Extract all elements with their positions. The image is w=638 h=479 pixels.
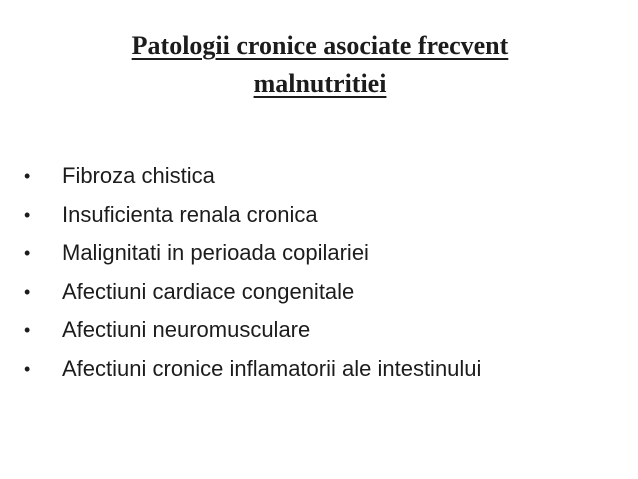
- bullet-icon: •: [24, 166, 31, 186]
- bullet-icon: •: [24, 358, 31, 379]
- bullet-text: Afectiuni cronice inflamatorii ale intestinului: [62, 355, 482, 381]
- bullet-item: [24, 160, 624, 199]
- slide-title-line-2: malnutritiei: [253, 69, 387, 98]
- bullet-icon: •: [24, 204, 31, 225]
- bullet-item: [24, 276, 624, 315]
- bullet-list: [24, 160, 624, 391]
- bullet-icon: •: [24, 243, 31, 263]
- bullet-icon: •: [24, 320, 31, 340]
- bullet-item: [24, 199, 624, 238]
- slide-title-line-1: Patologii cronice asociate frecvent: [131, 31, 509, 60]
- bullet-item: [24, 237, 624, 276]
- bullet-item: [24, 314, 624, 353]
- bullet-text: Malignitati in perioada copilariei: [62, 240, 369, 265]
- bullet-text: Fibroza chistica: [62, 163, 215, 188]
- bullet-text: Afectiuni cardiace congenitale: [62, 278, 355, 304]
- bullet-item: [24, 353, 624, 392]
- slide-title: [40, 27, 600, 103]
- bullet-text: Afectiuni neuromusculare: [62, 317, 311, 342]
- bullet-text: Insuficienta renala cronica: [62, 201, 318, 227]
- bullet-icon: •: [24, 281, 31, 302]
